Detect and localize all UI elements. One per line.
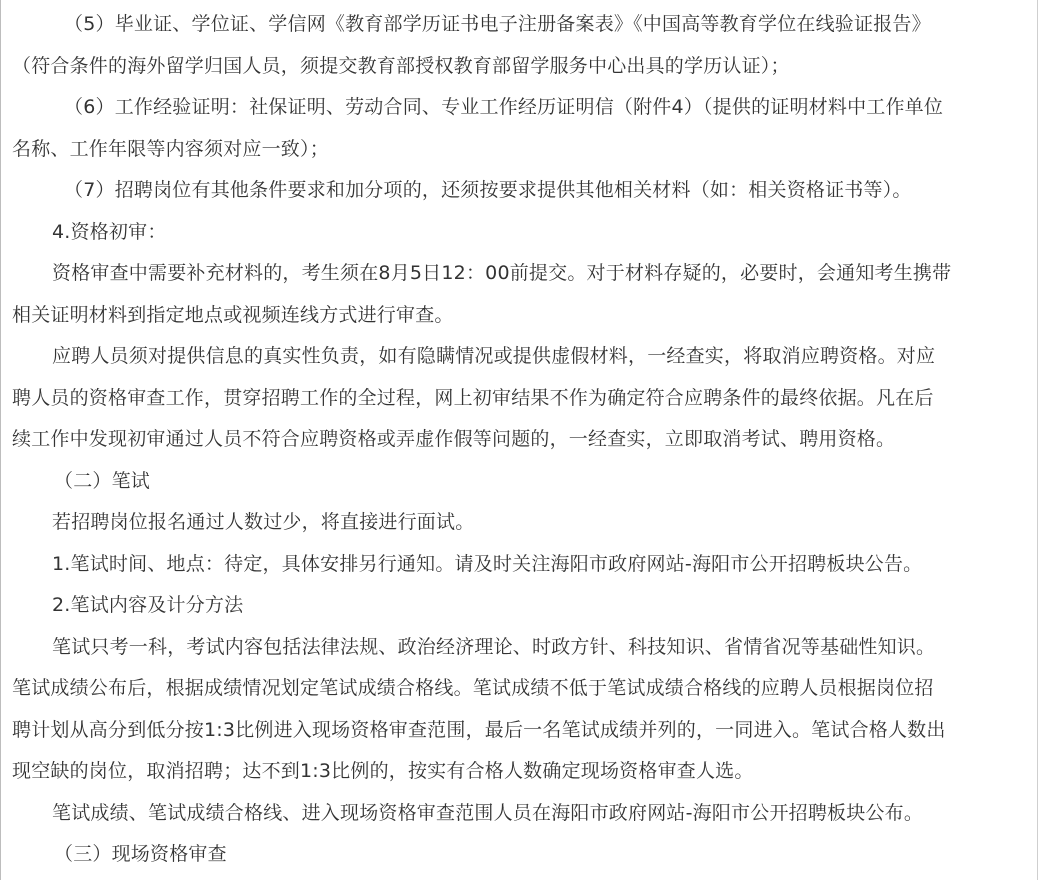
heading-exam-content: 2.笔试内容及计分方法 <box>52 594 244 616</box>
interview-direct-note: 若招聘岗位报名通过人数过少，将直接进行面试。 <box>52 511 475 533</box>
truthfulness-line: 应聘人员须对提供信息的真实性负责，如有隐瞒情况或提供虚假材料，一经查实，将取消应聘资格。对应 <box>52 345 936 367</box>
truthfulness-continuation-1: 聘人员的资格审查工作，贯穿招聘工作的全过程，网上初审结果不作为确定符合应聘条件的最终依据。凡在后 <box>12 386 934 409</box>
item-6-continuation: 名称、工作年限等内容须对应一致）； <box>12 137 329 160</box>
heading-onsite-review: （三）现场资格审查 <box>54 843 227 865</box>
item-5-overseas-note: （符合条件的海外留学归国人员，须提交教育部授权教育部留学服务中心出具的学历认证）； <box>12 54 790 77</box>
heading-preliminary-review: 4.资格初审： <box>52 220 167 243</box>
review-deadline-line: 资格审查中需要补充材料的，考生须在8月5日12：00前提交。对于材料存疑的，必要时，会通知考生携带 <box>52 262 952 284</box>
score-line-1: 笔试成绩公布后，根据成绩情况划定笔试成绩合格线。笔试成绩不低于笔试成绩合格线的应聘人员根据岗位招 <box>12 677 934 699</box>
document-body <box>12 4 1012 876</box>
review-deadline-continuation: 相关证明材料到指定地点或视频连线方式进行审查。 <box>12 303 454 326</box>
score-publication-line: 笔试成绩、笔试成绩合格线、进入现场资格审查范围人员在海阳市政府网站-海阳市公开招聘板块公布。 <box>52 801 924 824</box>
heading-written-exam: （二）笔试 <box>54 469 151 492</box>
item-6-work-experience-line: （6）工作经验证明：社保证明、劳动合同、专业工作经历证明信（附件4）（提供的证明材料中工作单位 <box>64 96 944 118</box>
truthfulness-continuation-2: 续工作中发现初审通过人员不符合应聘资格或弄虚作假等问题的，一经查实，立即取消考试、聘用资格。 <box>12 428 896 450</box>
exam-content-line: 笔试只考一科，考试内容包括法律法规、政治经济理论、时政方针、科技知识、省情省况等基础性知识。 <box>52 635 936 658</box>
item-7-other-materials: （7）招聘岗位有其他条件要求和加分项的，还须按要求提供其他相关材料（如：相关资格证书等）。 <box>64 179 912 201</box>
item-5-diploma-line: （5）毕业证、学位证、学信网《教育部学历证书电子注册备案表》《中国高等教育学位在线验证报告》 <box>64 13 931 35</box>
score-line-2: 聘计划从高分到低分按1:3比例进入现场资格审查范围，最后一名笔试成绩并列的，一同进入。笔试合格人数出 <box>12 718 946 741</box>
score-line-3: 现空缺的岗位，取消招聘；达不到1:3比例的，按实有合格人数确定现场资格审查人选。 <box>12 760 754 782</box>
exam-time-place: 1.笔试时间、地点：待定，具体安排另行通知。请及时关注海阳市政府网站-海阳市公开招聘板块公告。 <box>52 552 923 575</box>
